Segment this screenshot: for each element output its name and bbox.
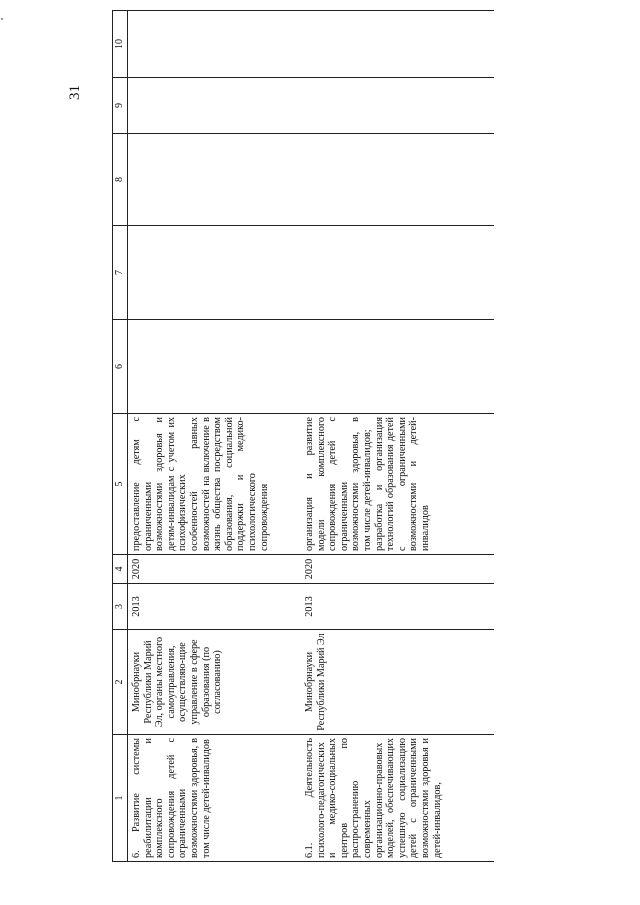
cell-col10	[128, 11, 302, 78]
cell-col9	[301, 78, 494, 134]
col-header-6: 6	[113, 320, 128, 414]
table-row	[128, 11, 302, 862]
col-header-10: 10	[113, 11, 128, 78]
cell-col9	[128, 78, 302, 134]
cell-col7	[301, 226, 494, 320]
cell-col6	[301, 320, 494, 414]
col-header-3: 3	[113, 584, 128, 630]
result-cell: организация и развитие модели комплексного сопровождения детей с ограниченными возможностями здоровья, в том числе детей-инвалидов; разработка и организация технологий образования детей с ограниченными возможностями и детей-инвалидов	[301, 414, 494, 555]
start-year-cell: 2013	[128, 584, 302, 630]
activity-name-cell: 6. Развитие системы реабилитации и комплексного сопровождения детей с ограниченными возможностями здоровья, в том числе детей-инвалидов	[128, 735, 302, 862]
col-header-1: 1	[113, 735, 128, 862]
col-header-8: 8	[113, 134, 128, 226]
responsible-cell: Минобрнауки Республики Марий Эл, органы местного самоуправления, осуществляю-щие управление в сфере образования (по согласованию)	[128, 630, 302, 735]
responsible-cell: Минобрнауки Республики Марий Эл	[301, 630, 494, 735]
cell-col6	[128, 320, 302, 414]
col-header-7: 7	[113, 226, 128, 320]
start-year-cell: 2013	[301, 584, 494, 630]
cell-col8	[128, 134, 302, 226]
col-header-2: 2	[113, 630, 128, 735]
col-header-9: 9	[113, 78, 128, 134]
cell-col10	[301, 11, 494, 78]
plan-table	[112, 10, 494, 862]
col-header-4: 4	[113, 555, 128, 584]
activity-name-cell: 6.1. Деятельность психолого-педагогических и медико-социальных центров по распространению современных организационно-правовых моделей, обеспечивающих успешную социализацию детей с ограниченными возможностями здоровья и детей-инвалидов,	[301, 735, 494, 862]
scan-speck	[1, 18, 3, 20]
header-row	[113, 11, 128, 862]
cell-col7	[128, 226, 302, 320]
page-number: 31	[67, 85, 83, 100]
end-year-cell: 2020	[301, 555, 494, 584]
col-header-5: 5	[113, 414, 128, 555]
cell-col8	[301, 134, 494, 226]
result-cell: предоставление детям с ограниченными возможностями здоровья и детям-инвалидам с учетом их психофизических особенностей равных возможностей на включение в жизнь общества посредством образования, социальной поддержки и медико-психологического сопровождения	[128, 414, 302, 555]
end-year-cell: 2020	[128, 555, 302, 584]
table-row	[301, 11, 494, 862]
